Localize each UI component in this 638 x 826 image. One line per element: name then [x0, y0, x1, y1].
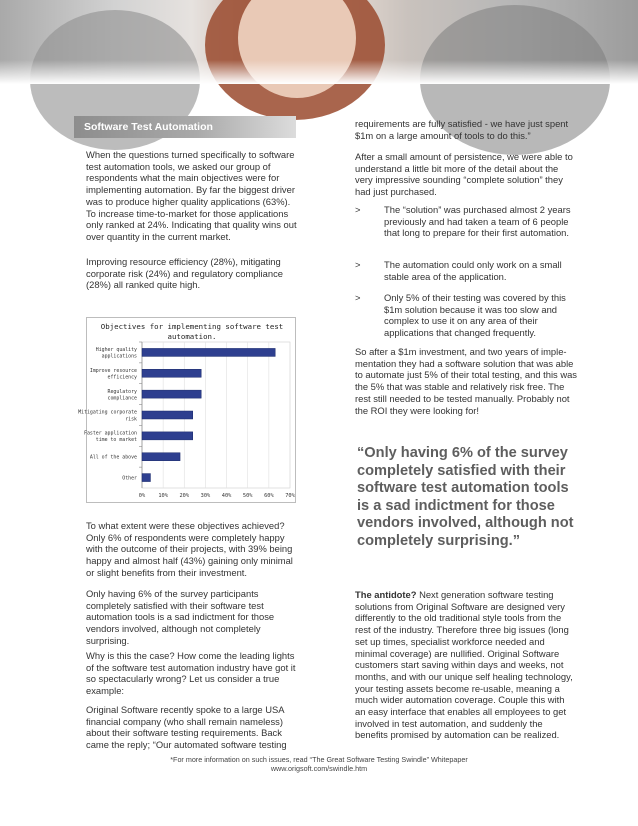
chart-x-tick-label: 50%	[242, 493, 253, 499]
paragraph-objectives: When the questions turned specifically to software test automation tools, we asked our group of respondents what the main objectives were for implementing automation. By far the biggest driver was to produce higher quality applications (63%). To increase time-to-market for those applications only ranked at 24%. Indicating that quality wins out over quantity in the current market.	[86, 149, 297, 242]
chart-x-tick-label: 30%	[200, 493, 211, 499]
bullet-marker: >	[355, 292, 361, 303]
chart-bar	[142, 411, 193, 419]
chart-category-label: risk	[125, 416, 137, 423]
header-fade	[0, 60, 638, 84]
chart-x-tick-label: 70%	[285, 493, 295, 499]
paragraph-example: Original Software recently spoke to a large USA financial company (who shall remain nameless) about their software testing requirements. Back came the reply; “Our automated software testing	[86, 704, 287, 751]
chart-x-tick-label: 10%	[158, 493, 168, 499]
chart-x-tick-label: 60%	[264, 493, 274, 499]
objectives-chart-svg	[78, 318, 297, 504]
paragraph-why: Why is this the case? How come the leading lights of the software test automation industry have got it so spectacularly wrong? Let us consider a true example:	[86, 650, 296, 697]
objectives-chart	[78, 317, 296, 503]
chart-category-label: Faster application	[84, 430, 137, 437]
bullet-marker: >	[355, 259, 361, 270]
chart-title: automation.	[167, 332, 217, 341]
bullet-marker: >	[355, 204, 361, 215]
chart-category-label: All of the above	[89, 454, 137, 461]
chart-category-label: Mitigating corporate	[78, 409, 137, 416]
chart-bar	[142, 390, 201, 398]
chart-title: Objectives for implementing software test	[100, 322, 284, 331]
paragraph-antidote	[355, 589, 577, 741]
paragraph-objectives-achieved: To what extent were these objectives achieved? Only 6% of respondents were completely happy with the outcome of their projects, with 39% being happy and almost half (43%) gaining only minimal or slight benefits from their investment.	[86, 520, 293, 578]
chart-x-tick-label: 20%	[179, 493, 190, 499]
chart-category-label: Regulatory	[107, 388, 137, 395]
chart-bar	[142, 348, 275, 356]
footer-note: *For more information on such issues, read “The Great Software Testing Swindle” Whitepaper	[170, 755, 468, 764]
chart-category-label: applications	[101, 353, 137, 360]
chart-category-label: time to market	[95, 437, 137, 444]
paragraph-persistence: After a small amount of persistence, we were able to understand a little bit more of the detail about the very impressive sounding “complete solution” they had just purchased.	[355, 151, 573, 198]
paragraph-six-percent: Only having 6% of the survey participants completely satisfied with their software test automation tools is a sad indictment for those vendors involved, although not completely surprising.	[86, 588, 275, 646]
chart-bar	[142, 369, 201, 377]
antidote-label: The antidote?	[355, 589, 417, 600]
footer-link[interactable]: www.origsoft.com/swindle.htm	[270, 764, 368, 773]
chart-category-label: compliance	[107, 395, 137, 402]
chart-x-tick-label: 40%	[221, 493, 232, 499]
section-title: Software Test Automation	[74, 116, 296, 138]
chart-category-label: Improve resource	[89, 367, 137, 374]
chart-category-label: Other	[122, 475, 137, 482]
header-photo	[0, 0, 638, 84]
chart-x-tick-label: 0%	[138, 493, 146, 499]
bullet-text: The “solution” was purchased almost 2 years previously and had taken a team of 6 people that long to prepare for their first automation.	[384, 204, 571, 239]
antidote-text: Next generation software testing solutions from Original Software are designed very differently to the old traditional style tools from the rest of the industry. Therefore three big issues (long set up times, specialist workforce needed and minimal coverage) are nullified. Original Software customers start saving within days and weeks, not months, and with our unique self healing technology, your testing assets become re-usable, meaning a much wider automation coverage. Couple this with an easy interface that enables all employees to get involved in test automation, and suddenly the benefits promised by automation can be realized.	[355, 589, 573, 741]
paragraph-resource-efficiency: Improving resource efficiency (28%), mitigating corporate risk (24%) and regulatory compliance (28%) all ranked quite high.	[86, 256, 283, 291]
pull-quote: “Only having 6% of the survey completely satisfied with their software test automation tools is a sad indictment for those vendors involved, although not completely surprising.”	[357, 445, 574, 549]
chart-bar	[142, 432, 193, 440]
chart-category-label: efficiency	[107, 374, 137, 381]
chart-category-label: Higher quality	[95, 347, 137, 354]
chart-bar	[142, 474, 150, 482]
bullet-text: The automation could only work on a small stable area of the application.	[384, 259, 562, 282]
paragraph-continuation: requirements are fully satisfied - we have just spent $1m on a large amount of tools to do this.”	[355, 118, 569, 141]
paragraph-roi: So after a $1m investment, and two years of imple-mentation they had a software solution that was able to automate just 5% of their total testing, and this was the 5% that was stable and relatively risk free. The rest still needed to be tested manually. Probably not the ROI they were looking for!	[355, 346, 577, 416]
bullet-text: Only 5% of their testing was covered by this $1m solution because it was too slow and complex to use it on any area of their applications that changed frequently.	[384, 292, 566, 339]
chart-bar	[142, 453, 180, 461]
